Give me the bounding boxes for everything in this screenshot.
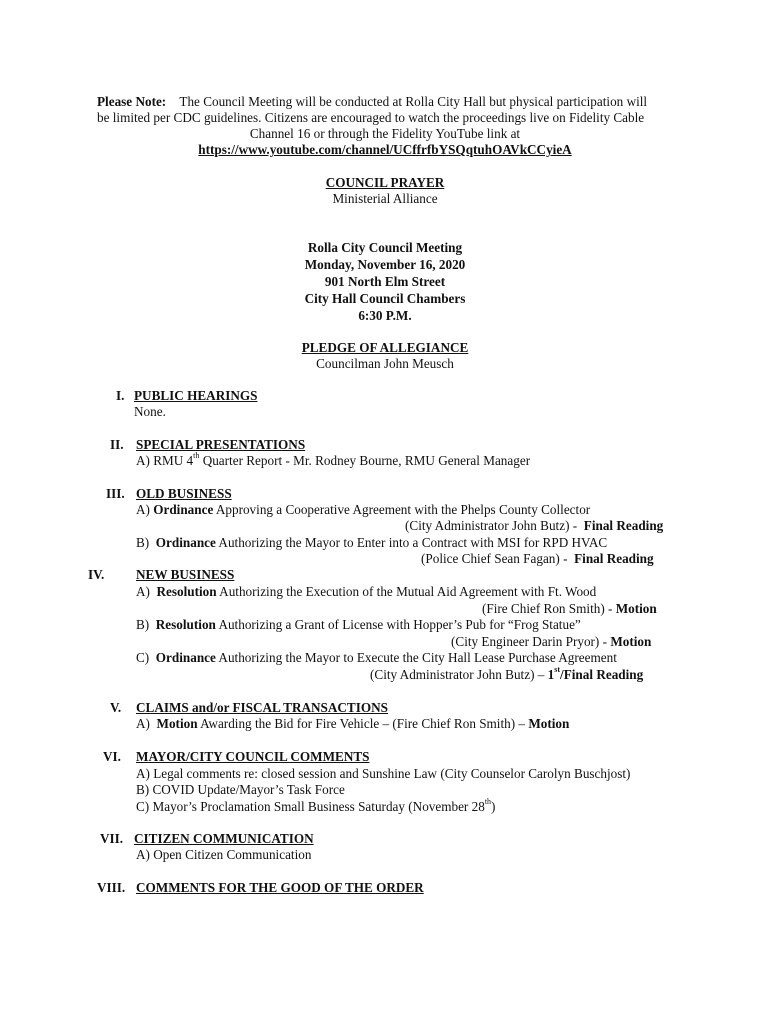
section-3-item-a: A) Ordinance Approving a Cooperative Agreement with the Phelps County Collector <box>136 502 591 517</box>
section-4-item-a-who: (Fire Chief Ron Smith) - Motion <box>482 601 657 616</box>
section-2-heading: SPECIAL PRESENTATIONS <box>136 437 306 452</box>
section-1-text: None. <box>134 404 166 419</box>
section-3-item-a-who: (City Administrator John Butz) - Final Reading <box>405 518 664 533</box>
section-2-item-a: A) RMU 4th Quarter Report - Mr. Rodney Bourne, RMU General Manager <box>136 451 531 468</box>
section-7-heading: CITIZEN COMMUNICATION <box>134 831 314 846</box>
section-4-number: IV. <box>88 567 105 582</box>
section-5-number: V. <box>110 700 122 715</box>
section-2-number: II. <box>110 437 124 452</box>
section-5-item-a: A) Motion Awarding the Bid for Fire Vehicle – (Fire Chief Ron Smith) – Motion <box>136 716 570 731</box>
section-4-item-c: C) Ordinance Authorizing the Mayor to Execute the City Hall Lease Purchase Agreement <box>136 650 617 665</box>
council-prayer-heading: COUNCIL PRAYER <box>325 175 445 190</box>
council-prayer-by: Ministerial Alliance <box>332 191 438 206</box>
notice-line-1 <box>97 94 647 110</box>
notice-text-3: Channel 16 or through the Fidelity YouTube link at <box>249 126 521 141</box>
notice-text-1: The Council Meeting will be conducted at Rolla City Hall but physical participation will <box>179 94 648 109</box>
section-4-item-b-who: (City Engineer Darin Pryor) - Motion <box>451 634 652 649</box>
notice-text-2: be limited per CDC guidelines. Citizens are encouraged to watch the proceedings live on Fidelity Cable <box>97 110 645 125</box>
pledge-by: Councilman John Meusch <box>316 356 454 371</box>
section-7-item-a: A) Open Citizen Communication <box>136 847 312 862</box>
section-4-heading: NEW BUSINESS <box>136 567 235 582</box>
section-7-number: VII. <box>100 831 124 846</box>
meeting-address: 901 North Elm Street <box>324 274 446 289</box>
meeting-venue: City Hall Council Chambers <box>304 291 466 306</box>
section-3-number: III. <box>106 486 125 501</box>
meeting-date: Monday, November 16, 2020 <box>304 257 466 272</box>
section-3-heading: OLD BUSINESS <box>136 486 232 501</box>
section-6-item-c: C) Mayor’s Proclamation Small Business Saturday (November 28th) <box>136 797 496 814</box>
section-6-heading: MAYOR/CITY COUNCIL COMMENTS <box>136 749 370 764</box>
section-5-heading: CLAIMS and/or FISCAL TRANSACTIONS <box>136 700 388 715</box>
section-8-number: VIII. <box>97 880 126 895</box>
section-6-item-b: B) COVID Update/Mayor’s Task Force <box>136 782 345 797</box>
section-1-number: I. <box>116 388 125 403</box>
pledge-heading: PLEDGE OF ALLEGIANCE <box>301 340 469 355</box>
notice-label: Please Note: <box>97 94 167 109</box>
section-3-item-b-who: (Police Chief Sean Fagan) - Final Reading <box>421 551 654 566</box>
meeting-title: Rolla City Council Meeting <box>307 240 463 255</box>
section-4-item-a: A) Resolution Authorizing the Execution of the Mutual Aid Agreement with Ft. Wood <box>136 584 597 599</box>
section-4-item-c-who: (City Administrator John Butz) – 1st/Final Reading <box>370 665 644 682</box>
meeting-time: 6:30 P.M. <box>358 308 412 323</box>
section-4-item-b: B) Resolution Authorizing a Grant of License with Hopper’s Pub for “Frog Statue” <box>136 617 581 632</box>
section-3-item-b: B) Ordinance Authorizing the Mayor to Enter into a Contract with MSI for RPD HVAC <box>136 535 608 550</box>
section-1-heading: PUBLIC HEARINGS <box>134 388 258 403</box>
section-8-heading: COMMENTS FOR THE GOOD OF THE ORDER <box>136 880 424 895</box>
section-6-number: VI. <box>103 749 121 764</box>
youtube-link[interactable]: https://www.youtube.com/channel/UCffrfbYSQqtuhOAVkCCyieA <box>198 142 572 157</box>
section-6-item-a: A) Legal comments re: closed session and Sunshine Law (City Counselor Carolyn Buschjost) <box>136 766 631 781</box>
